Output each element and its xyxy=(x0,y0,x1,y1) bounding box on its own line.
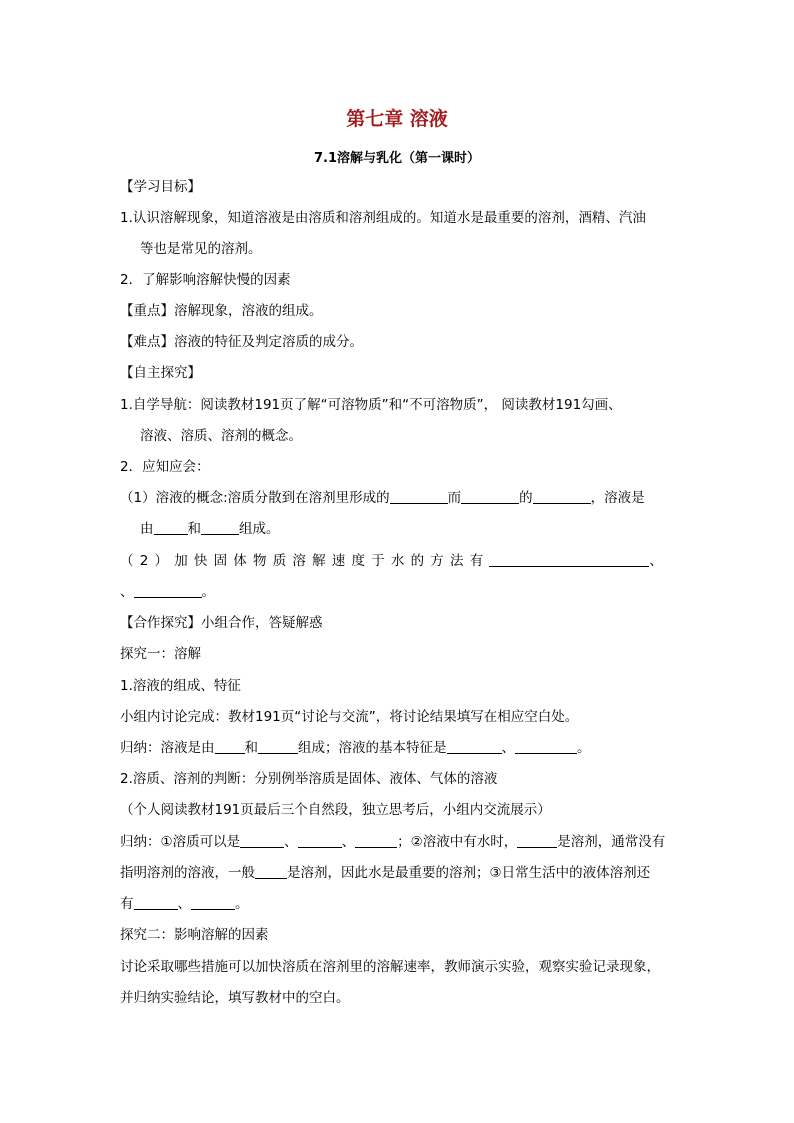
summary-1-text-a: 归纳：溶液是由 xyxy=(120,740,215,756)
fill-blank[interactable] xyxy=(517,834,557,848)
summary-2-line-1 xyxy=(120,833,665,851)
explore-1-item-1: 1.溶液的组成、特征 xyxy=(120,678,241,694)
cooperation-heading: 【合作探究】小组合作，答疑解惑 xyxy=(120,615,323,631)
fill-blank[interactable] xyxy=(201,521,239,535)
summary-2-text-e: 是溶剂，通常没有 xyxy=(557,834,666,850)
fill-blank[interactable] xyxy=(255,865,287,879)
question-1-line-2 xyxy=(140,520,280,538)
summary-2-text-d: ；②溶液中有水时， xyxy=(397,834,518,850)
explore-2-line-1: 讨论采取哪些措施可以加快溶质在溶剂里的溶解速率，教师演示实验，观察实验记录现象， xyxy=(120,959,660,975)
question-1-text-e: 由 xyxy=(140,521,154,537)
explore-2-line-2: 并归纳实验结论，填写教材中的空白。 xyxy=(120,990,350,1006)
fill-blank[interactable] xyxy=(390,490,448,504)
summary-2-text-b: 、 xyxy=(284,834,298,850)
question-2-sep: 、 xyxy=(649,553,663,569)
summary-2-text-h: 有 xyxy=(120,896,134,912)
fill-blank[interactable] xyxy=(489,553,649,567)
fill-blank[interactable] xyxy=(533,490,591,504)
self-study-1-line-1: 1.自学导航：阅读教材191页了解“可溶物质”和“不可溶物质”， 阅读教材191勾画、 xyxy=(120,397,622,413)
summary-2-text-c: 、 xyxy=(341,834,356,850)
fill-blank[interactable] xyxy=(191,896,235,910)
question-2-text: （2）加快固体物质溶解速度于水的方法有 xyxy=(120,553,490,569)
explore-1-heading: 探究一：溶解 xyxy=(120,646,201,662)
fill-blank[interactable] xyxy=(134,896,178,910)
question-2-line-2 xyxy=(120,583,215,601)
summary-2-text-i: 、 xyxy=(177,896,191,912)
lesson-subtitle: 7.1溶解与乳化（第一课时） xyxy=(313,151,481,166)
chapter-title: 第七章 溶液 xyxy=(346,108,448,130)
fill-blank[interactable] xyxy=(258,740,298,754)
fill-blank[interactable] xyxy=(240,834,284,848)
summary-1-text-e: 。 xyxy=(577,740,591,756)
goal-1-line-2: 等也是常见的溶剂。 xyxy=(140,241,262,257)
key-point: 【重点】溶解现象，溶液的组成。 xyxy=(120,303,323,319)
fill-blank[interactable] xyxy=(355,834,397,848)
summary-2-text-a: 归纳：①溶质可以是 xyxy=(120,834,241,850)
fill-blank[interactable] xyxy=(154,521,188,535)
goal-1-line-1: 1.认识溶解现象，知道溶液是由溶质和溶剂组成的。知道水是最重要的溶剂，酒精、汽油 xyxy=(120,210,646,226)
summary-2-text-g: 是溶剂，因此水是最重要的溶剂；③日常生活中的液体溶剂还 xyxy=(287,865,651,881)
explore-2-heading: 探究二：影响溶解的因素 xyxy=(120,927,269,943)
explore-1-note: （个人阅读教材191页最后三个自然段，独立思考后，小组内交流展示） xyxy=(120,802,551,818)
summary-1-text-c: 组成；溶液的基本特征是 xyxy=(298,740,447,756)
fill-blank[interactable] xyxy=(447,740,502,754)
question-1-text-f: 和 xyxy=(187,521,201,537)
learning-goals-heading: 【学习目标】 xyxy=(120,179,201,195)
question-1-text-g: 组成。 xyxy=(239,521,280,537)
self-study-1-line-2: 溶液、溶质、溶剂的概念。 xyxy=(140,428,302,444)
question-2-line-1 xyxy=(120,552,663,570)
summary-2-text-f: 指明溶剂的溶液，一般 xyxy=(120,865,255,881)
goal-2: 2．了解影响溶解快慢的因素 xyxy=(120,272,291,288)
fill-blank[interactable] xyxy=(298,834,342,848)
question-2-sep-2: 、 xyxy=(120,584,134,600)
fill-blank[interactable] xyxy=(134,584,202,598)
question-2-end: 。 xyxy=(201,584,215,600)
explore-1-discussion: 小组内讨论完成：教材191页“讨论与交流”，将讨论结果填写在相应空白处。 xyxy=(120,709,579,725)
summary-1 xyxy=(120,739,591,757)
summary-1-text-b: 和 xyxy=(244,740,258,756)
question-1-text-c: 的 xyxy=(519,490,533,506)
question-1-text-d: ，溶液是 xyxy=(590,490,645,506)
summary-2-line-3 xyxy=(120,895,249,913)
summary-2-text-j: 。 xyxy=(235,896,249,912)
explore-1-item-2: 2.溶质、溶剂的判断：分别例举溶质是固体、液体、气体的溶液 xyxy=(120,771,498,787)
question-1-text-b: 而 xyxy=(447,490,462,506)
self-study-2: 2．应知应会： xyxy=(120,459,210,475)
fill-blank[interactable] xyxy=(515,740,577,754)
question-1-text-a: （1）溶液的概念:溶质分散到在溶剂里形成的 xyxy=(120,490,390,506)
fill-blank[interactable] xyxy=(461,490,519,504)
summary-1-text-d: 、 xyxy=(501,740,515,756)
self-study-heading: 【自主探究】 xyxy=(120,365,201,381)
fill-blank[interactable] xyxy=(215,740,245,754)
question-1-line-1 xyxy=(120,489,645,507)
difficulty: 【难点】溶液的特征及判定溶质的成分。 xyxy=(120,334,363,350)
summary-2-line-2 xyxy=(120,864,650,882)
